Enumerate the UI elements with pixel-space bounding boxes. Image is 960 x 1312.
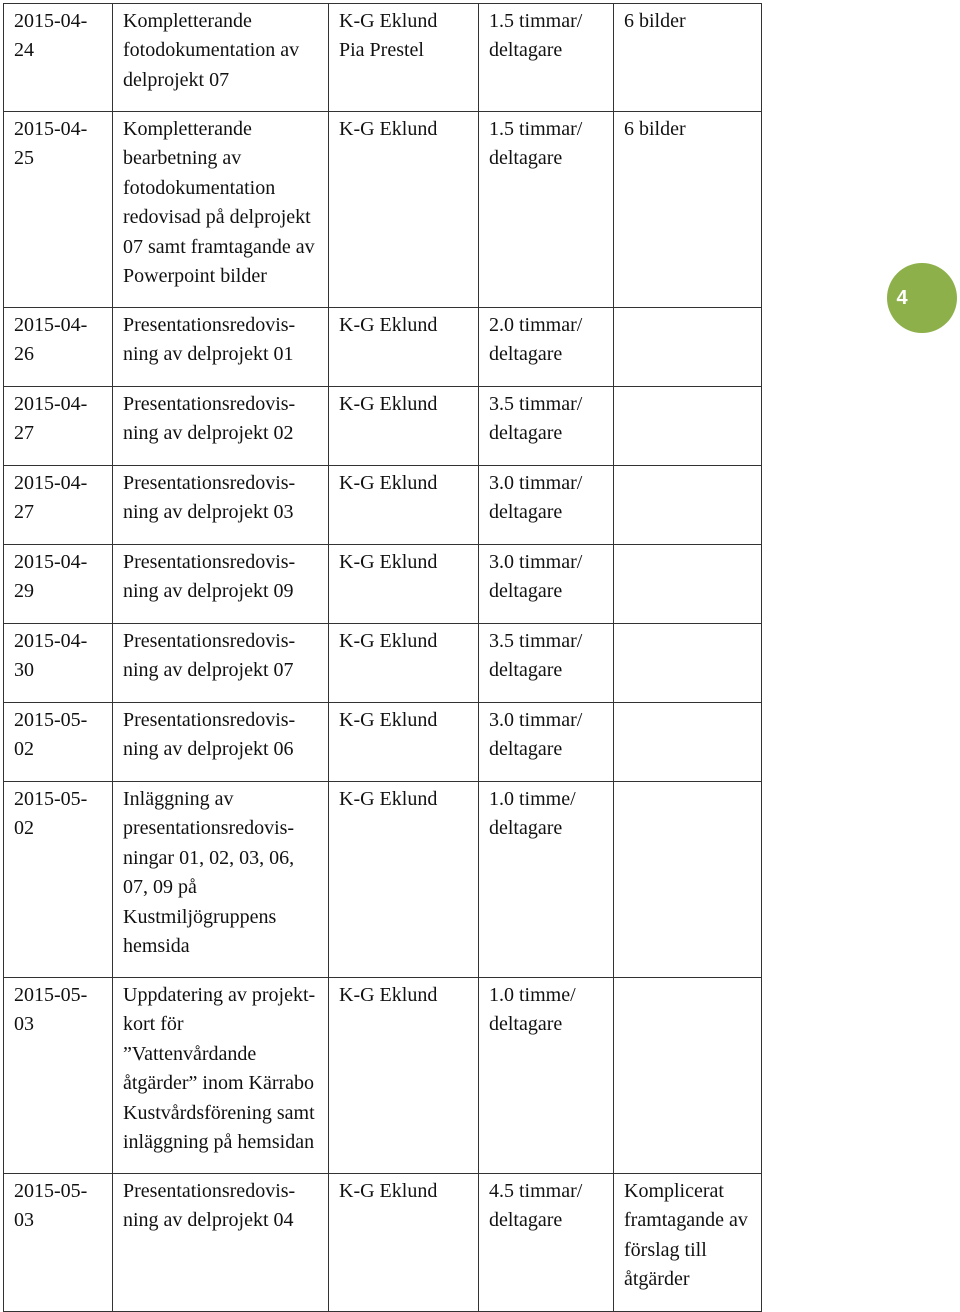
activity-cell: Presentationsredovis- ning av delprojekt 01 xyxy=(113,308,329,387)
table-row xyxy=(4,112,762,308)
date-cell: 2015-05-02 xyxy=(4,782,113,978)
activity-cell: Uppdatering av projekt- kort för ”Vattenvårdande åtgärder” inom Kärrabo Kustvårdsförening samt inläggning på hemsidan xyxy=(113,978,329,1174)
activity-cell: Presentationsredovis- ning av delprojekt 09 xyxy=(113,545,329,624)
leader-cell: K-G Eklund xyxy=(329,624,479,703)
note-cell xyxy=(614,703,762,782)
time-cell: 2.0 timmar/ deltagare xyxy=(479,308,614,387)
time-cell: 4.5 timmar/ deltagare xyxy=(479,1174,614,1312)
activity-cell: Presentationsredovis- ning av delprojekt 07 xyxy=(113,624,329,703)
table-row xyxy=(4,1174,762,1312)
date-cell: 2015-05-03 xyxy=(4,978,113,1174)
activity-cell: Presentationsredovis- ning av delprojekt 03 xyxy=(113,466,329,545)
table-row xyxy=(4,466,762,545)
leader-cell: K-G Eklund xyxy=(329,545,479,624)
note-cell xyxy=(614,782,762,978)
note-cell xyxy=(614,978,762,1174)
note-cell xyxy=(614,624,762,703)
activity-cell: Inläggning av presentationsredovis- ningar 01, 02, 03, 06, 07, 09 på Kustmiljögruppens hemsida xyxy=(113,782,329,978)
date-cell: 2015-04-27 xyxy=(4,466,113,545)
leader-cell: K-G Eklund xyxy=(329,466,479,545)
note-cell xyxy=(614,466,762,545)
leader-cell: K-G Eklund xyxy=(329,1174,479,1312)
time-cell: 3.5 timmar/ deltagare xyxy=(479,387,614,466)
time-cell: 3.0 timmar/ deltagare xyxy=(479,545,614,624)
date-cell: 2015-05-02 xyxy=(4,703,113,782)
leader-cell: K-G Eklund xyxy=(329,387,479,466)
note-cell: 6 bilder xyxy=(614,4,762,112)
date-cell: 2015-04-26 xyxy=(4,308,113,387)
table-row xyxy=(4,308,762,387)
date-cell: 2015-04-30 xyxy=(4,624,113,703)
time-cell: 1.0 timme/ deltagare xyxy=(479,782,614,978)
table-row xyxy=(4,782,762,978)
table-row xyxy=(4,624,762,703)
table-row xyxy=(4,703,762,782)
leader-cell: K-G Eklund xyxy=(329,782,479,978)
table-row xyxy=(4,545,762,624)
page-number-badge xyxy=(887,263,957,333)
time-cell: 3.5 timmar/ deltagare xyxy=(479,624,614,703)
date-cell: 2015-05-03 xyxy=(4,1174,113,1312)
activity-cell: Kompletterande fotodokumentation av delprojekt 07 xyxy=(113,4,329,112)
date-cell: 2015-04-29 xyxy=(4,545,113,624)
activity-cell: Presentationsredovis- ning av delprojekt 02 xyxy=(113,387,329,466)
table-row xyxy=(4,978,762,1174)
table-row xyxy=(4,387,762,466)
note-cell xyxy=(614,387,762,466)
leader-cell: K-G Eklund xyxy=(329,978,479,1174)
note-cell: 6 bilder xyxy=(614,112,762,308)
date-cell: 2015-04-24 xyxy=(4,4,113,112)
time-cell: 1.5 timmar/ deltagare xyxy=(479,4,614,112)
leader-cell: K-G Eklund xyxy=(329,308,479,387)
date-cell: 2015-04-25 xyxy=(4,112,113,308)
activity-cell: Presentationsredovis- ning av delprojekt 06 xyxy=(113,703,329,782)
time-cell: 3.0 timmar/ deltagare xyxy=(479,466,614,545)
date-cell: 2015-04-27 xyxy=(4,387,113,466)
time-cell: 1.0 timme/ deltagare xyxy=(479,978,614,1174)
leader-cell: K-G Eklund xyxy=(329,703,479,782)
page-number: 4 xyxy=(896,286,908,309)
time-cell: 1.5 timmar/ deltagare xyxy=(479,112,614,308)
note-cell xyxy=(614,308,762,387)
leader-cell: K-G Eklund xyxy=(329,112,479,308)
time-cell: 3.0 timmar/ deltagare xyxy=(479,703,614,782)
activity-table xyxy=(3,3,762,1312)
activity-cell: Presentationsredovis- ning av delprojekt 04 xyxy=(113,1174,329,1312)
note-cell xyxy=(614,545,762,624)
leader-cell: K-G Eklund Pia Prestel xyxy=(329,4,479,112)
table-row xyxy=(4,4,762,112)
note-cell: Komplicerat framtagande av förslag till åtgärder xyxy=(614,1174,762,1312)
activity-cell: Kompletterande bearbetning av fotodokumentation redovisad på delprojekt 07 samt framtagande av Powerpoint bilder xyxy=(113,112,329,308)
table-body xyxy=(4,4,762,1312)
